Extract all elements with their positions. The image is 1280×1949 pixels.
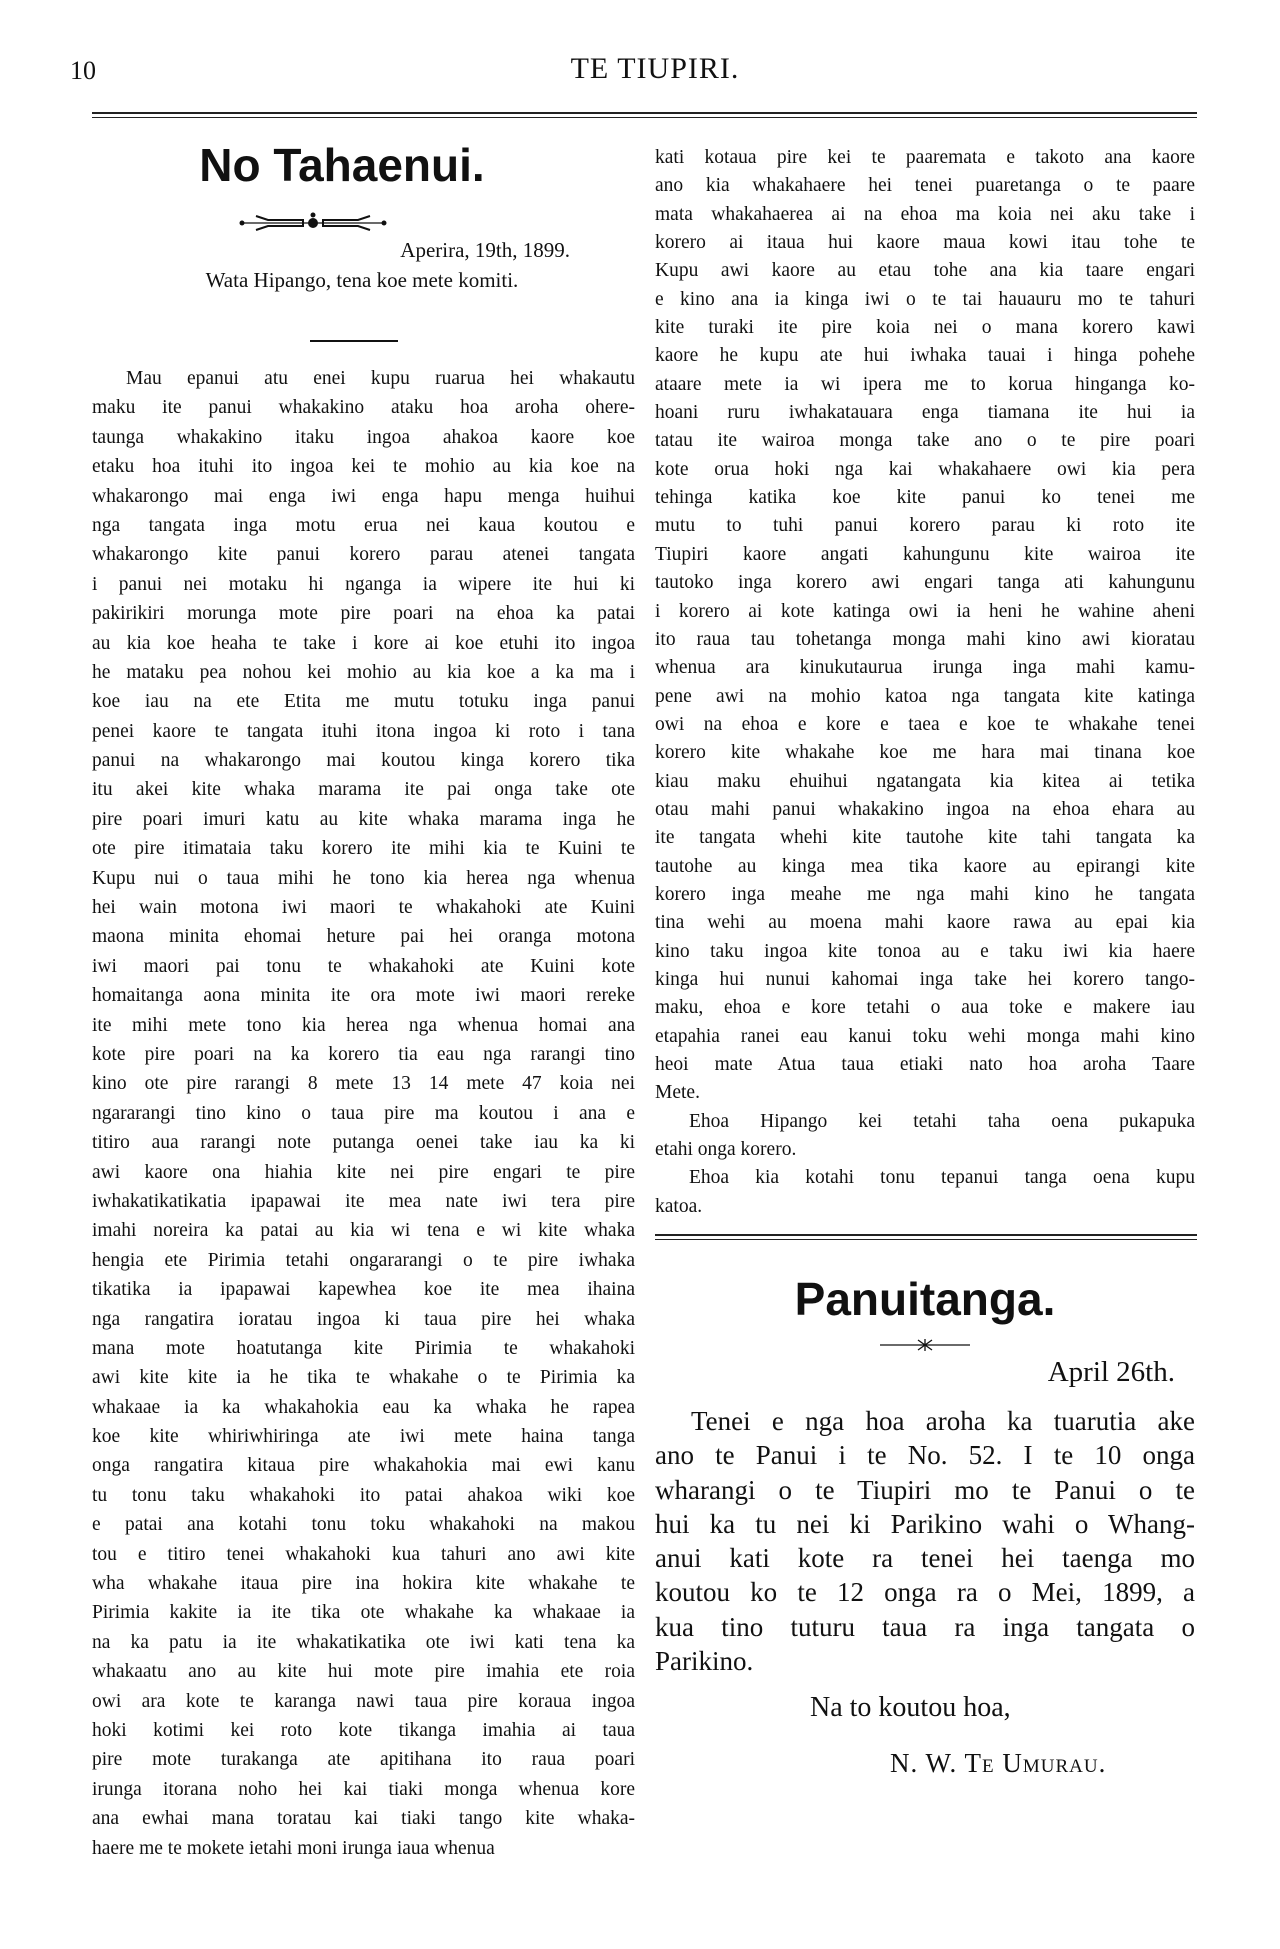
- text-line: whakarongo kite panui korero parau atenei tangata: [92, 544, 635, 566]
- text-line: pire mote turakanga ate apitihana ito raua poari: [92, 1749, 635, 1771]
- text-line: tautoko inga korero awi engari tanga ati kahungunu: [655, 572, 1195, 594]
- text-line: Kupu awi kaore au etau tohe ana kia taare engari: [655, 260, 1195, 282]
- text-line: wha whakahe itaua pire ina hokira kite whakahe te: [92, 1573, 635, 1595]
- text-line: etaku hoa ituhi ito ingoa kei te mohio au kia koe na: [92, 456, 635, 478]
- text-line: hui ka tu nei ki Parikino wahi o Whang-: [655, 1508, 1195, 1539]
- text-line: Ehoa kia kotahi tonu tepanui tanga oena kupu: [689, 1167, 1195, 1189]
- text-line: taunga whakakino itaku ingoa ahakoa kaore koe: [92, 426, 635, 448]
- text-line: whakaae ia ka whakahokia eau ka whaka he rapea: [92, 1396, 635, 1418]
- section-rule: [655, 1234, 1197, 1240]
- text-line: ano te Panui i te No. 52. I te 10 onga: [655, 1440, 1195, 1471]
- text-line: Tiupiri kaore angati kahungunu kite wairoa ite: [655, 543, 1195, 565]
- letter-salutation: Wata Hipango, tena koe mete komiti.: [205, 268, 519, 292]
- text-line: Tenei e nga hoa aroha ka tuarutia ake: [691, 1406, 1195, 1436]
- ornament-divider: [238, 212, 388, 234]
- text-line: otau mahi panui whakakino ingoa na ehoa ehara au: [655, 798, 1195, 820]
- text-line: mata whakahaerea ai na ehoa ma koia nei aku take i: [655, 203, 1195, 225]
- text-line: tehinga katika koe kite panui ko tenei me: [655, 487, 1195, 509]
- text-line: kiau maku ehuihui ngatangata kia kitea ai tetika: [655, 770, 1195, 792]
- notice-date: April 26th.: [1047, 1356, 1175, 1388]
- text-line: ataare mete ia wi ipera me to korua hinganga ko-: [655, 373, 1195, 395]
- text-line: Ehoa Hipango kei tetahi taha oena pukapuka: [689, 1110, 1195, 1132]
- text-line: nga rangatira ioratau ingoa ki taua pire hei whaka: [92, 1308, 635, 1330]
- text-line: etapahia ranei eau kanui toku wehi monga mahi kino: [655, 1025, 1195, 1047]
- text-line: kite turaki ite pire koia nei o mana korero kawi: [655, 317, 1195, 339]
- text-line: tu tonu taku whakahoki ito patai ahakoa wiki koe: [92, 1484, 635, 1506]
- notice-signature: N. W. Te Umurau.: [890, 1748, 1107, 1778]
- text-line: i korero ai kote katinga owi ia heni he wahine aheni: [655, 600, 1195, 622]
- text-line: maku ite panui whakakino ataku hoa aroha ohere-: [92, 397, 635, 419]
- text-line: tina wehi au moena mahi kaore rawa au epai kia: [655, 912, 1195, 934]
- text-line: he mataku pea nohou kei mohio au kia koe a ka ma i: [92, 661, 635, 683]
- text-line: kua tino tuturu taua ra inga tangata o: [655, 1611, 1195, 1642]
- text-line: awi kite kite ia he tika te whakahe o te Pirimia ka: [92, 1367, 635, 1389]
- text-line: ite mihi mete tono kia herea nga whenua homai ana: [92, 1014, 635, 1036]
- text-line: korero ai itaua hui kaore maua kowi itau tohe te: [655, 232, 1195, 254]
- page-number: 10: [70, 56, 96, 85]
- text-line: maku, ehoa e kore tetahi o aua toke e makere iau: [655, 997, 1195, 1019]
- text-line: anui kati kote ra tenei hei taenga mo: [655, 1543, 1195, 1574]
- text-line: i panui nei motaku hi nganga ia wipere ite hui ki: [92, 573, 635, 595]
- text-line: whakarongo mai enga iwi enga hapu menga huihui: [92, 485, 635, 507]
- text-line: na ka patu ia ite whakatikatika ote iwi kati tena ka: [92, 1631, 635, 1653]
- text-line: kote pire poari na ka korero tia eau nga rarangi tino: [92, 1043, 635, 1065]
- text-line: imahi noreira ka patai au kia wi tena e wi kite whaka: [92, 1220, 635, 1242]
- notice-closing: Na to koutou hoa,: [810, 1692, 1011, 1723]
- text-line: kati kotaua pire kei te paaremata e takoto ana kaore: [655, 147, 1195, 168]
- text-line: kino taku ingoa kite tonoa au e taku iwi kia haere: [655, 940, 1195, 962]
- text-line: Kupu nui o taua mihi he tono kia herea nga whenua: [92, 867, 635, 889]
- ornament-divider: [880, 1338, 970, 1352]
- text-line: ote pire itimataia taku korero ite mihi kia te Kuini te: [92, 838, 635, 860]
- text-line: hei wain motona iwi maori te whakahoki ate Kuini: [92, 897, 635, 919]
- text-line: irunga itorana noho hei kai tiaki monga whenua kore: [92, 1778, 635, 1800]
- text-line: ito raua tau tohetanga monga mahi kino awi kioratau: [655, 628, 1195, 650]
- text-line: korero inga meahe me nga mahi kino he tangata: [655, 883, 1195, 905]
- text-line: titiro aua rarangi note putanga oenei take iau ka ki: [92, 1132, 635, 1154]
- text-line: hengia ete Pirimia tetahi ongararangi o te pire iwhaka: [92, 1249, 635, 1271]
- text-line: kino ote pire rarangi 8 mete 13 14 mete 47 koia nei: [92, 1073, 635, 1095]
- text-line: nga tangata inga motu erua nei kaua koutou e: [92, 514, 635, 536]
- text-line: iwhakatikatikatia ipapawai ite mea nate iwi tera pire: [92, 1190, 635, 1212]
- masthead: TE TIUPIRI.: [570, 52, 740, 85]
- text-line: tou e titiro tenei whakahoki kua tahuri ano awi kite: [92, 1543, 635, 1565]
- text-line: awi kaore ona hiahia kite nei pire engari te pire: [92, 1161, 635, 1183]
- text-line: pire poari imuri katu au kite whaka marama inga he: [92, 808, 635, 830]
- text-line: Pirimia kakite ia ite tika ote whakahe ka whakaae ia: [92, 1602, 635, 1624]
- text-line: e patai ana kotahi tonu toku whakahoki na makou: [92, 1514, 635, 1536]
- text-line: pene awi na mohio katoa nga tangata kite katinga: [655, 685, 1195, 707]
- text-line: homaitanga aona minita ite ora mote iwi maori rereke: [92, 985, 635, 1007]
- text-line: iwi maori pai tonu te whakahoki ate Kuini kote: [92, 955, 635, 977]
- text-line: tikatika ia ipapawai kapewhea koe ite mea ihaina: [92, 1279, 635, 1301]
- text-line: tatau ite wairoa monga take ano o te pire poari: [655, 430, 1195, 452]
- text-line: haere me te mokete ietahi moni irunga iaua whenua: [92, 1837, 495, 1859]
- text-line: Mete.: [655, 1082, 700, 1104]
- text-line: e kino ana ia kinga iwi o te tai hauauru mo te tahuri: [655, 288, 1195, 310]
- text-line: korero kite whakahe koe me hara mai tinana koe: [655, 742, 1195, 764]
- text-line: Parikino.: [655, 1646, 754, 1677]
- letter-title: No Tahaenui.: [199, 139, 485, 191]
- text-line: ite tangata whehi kite tautohe kite tahi tangata ka: [655, 827, 1195, 849]
- text-line: ano kia whakahaere hei tenei puaretanga o te paare: [655, 175, 1195, 197]
- text-line: owi na ehoa e kore e taea e koe te whakahe tenei: [655, 713, 1195, 735]
- text-line: whenua ara kinukutaurua irunga inga mahi kamu-: [655, 657, 1195, 679]
- text-line: au kia koe heaha te take i kore ai koe etuhi ito ingoa: [92, 632, 635, 654]
- text-line: Mau epanui atu enei kupu ruarua hei whakautu: [126, 368, 635, 389]
- text-line: penei kaore te tangata ituhi itona ingoa ki roto i tana: [92, 720, 635, 742]
- letter-body-continued: [655, 144, 1195, 1221]
- text-line: maona minita ehomai heture pai hei oranga motona: [92, 926, 635, 948]
- text-line: katoa.: [655, 1195, 703, 1217]
- letter-body: [92, 364, 635, 1863]
- text-line: etahi onga korero.: [655, 1139, 797, 1161]
- text-line: mutu to tuhi panui korero parau ki roto ite: [655, 515, 1195, 537]
- text-line: koe iau na ete Etita me mutu totuku inga panui: [92, 691, 635, 713]
- text-line: heoi mate Atua taua etiaki nato hoa aroha Taare: [655, 1054, 1195, 1075]
- text-line: onga rangatira kitaua pire whakahokia mai ewi kanu: [92, 1455, 635, 1477]
- text-line: kinga hui nunui kahomai inga take hei korero tango-: [655, 968, 1195, 990]
- notice-title: Panuitanga.: [794, 1273, 1056, 1325]
- text-line: kote orua hoki nga kai whakahaere owi kia pera: [655, 458, 1195, 480]
- letter-date: Aperira, 19th, 1899.: [400, 238, 570, 262]
- text-line: pakirikiri morunga mote pire poari na ehoa ka patai: [92, 603, 635, 625]
- text-line: panui na whakarongo mai koutou kinga korero tika: [92, 750, 635, 772]
- text-line: whakaatu ano au kite hui mote pire imahia ete roia: [92, 1661, 635, 1683]
- text-line: ngararangi tino kino o taua pire ma koutou i ana e: [92, 1102, 635, 1124]
- text-line: itu akei kite whaka marama ite pai onga take ote: [92, 779, 635, 801]
- short-rule: [310, 340, 398, 342]
- text-line: hoani ruru iwhakatauara enga tiamana ite hui ia: [655, 402, 1195, 424]
- text-line: wharangi o te Tiupiri mo te Panui o te: [655, 1474, 1195, 1505]
- text-line: tautohe au kinga mea tika kaore au epirangi kite: [655, 855, 1195, 877]
- notice-body: [655, 1404, 1195, 1678]
- text-line: ana ewhai mana toratau kai tiaki tango kite whaka-: [92, 1808, 635, 1830]
- text-line: owi ara kote te karanga nawi taua pire koraua ingoa: [92, 1690, 635, 1712]
- text-line: koe kite whiriwhiringa ate iwi mete haina tanga: [92, 1426, 635, 1448]
- text-line: mana mote hoatutanga kite Pirimia te whakahoki: [92, 1337, 635, 1359]
- text-line: hoki kotimi kei roto kote tikanga imahia ai taua: [92, 1719, 635, 1741]
- header-rule: [92, 112, 1197, 118]
- text-line: koutou ko te 12 onga ra o Mei, 1899, a: [655, 1577, 1195, 1608]
- text-line: kaore he kupu ate hui iwhaka tauai i hinga pohehe: [655, 345, 1195, 367]
